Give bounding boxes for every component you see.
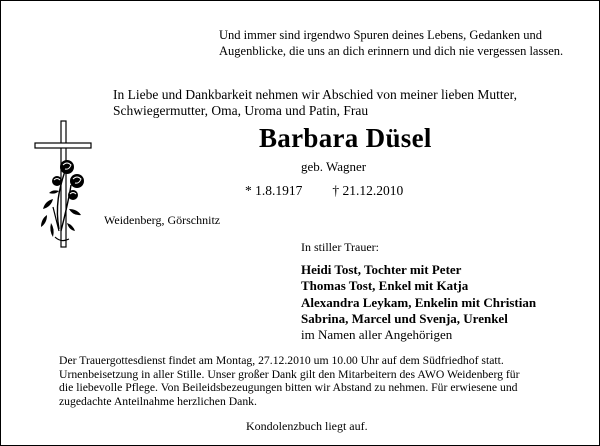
notice-line: Urnenbeisetzung in aller Stille. Unser großer Dank gilt den Mitarbeitern des AWO Weidenberg für — [59, 367, 520, 381]
notice-line: Der Trauergottesdienst findet am Montag, 27.12.2010 um 10.00 Uhr auf dem Südfriedhof statt. — [59, 354, 504, 367]
maiden-name: geb. Wagner — [301, 159, 367, 174]
mourner-entry: Thomas Tost, Enkel mit Katja — [301, 278, 469, 294]
notice-line: die liebevolle Pflege. Von Beileidsbezeugungen bitten wir Abstand zu nehmen. Für erwiesene und — [59, 381, 518, 395]
relatives-line: im Namen aller Angehörigen — [301, 327, 453, 343]
deceased-name: Barbara Düsel — [259, 123, 432, 153]
mourner-entry: Heidi Tost, Tochter mit Peter — [301, 262, 462, 277]
birth-date: * 1.8.1917 — [245, 183, 303, 198]
mourners-list — [301, 262, 536, 343]
residence-place: Weidenberg, Görschnitz — [104, 213, 221, 227]
poem-line: Und immer sind irgendwo Spuren deines Lebens, Gedanken und — [219, 28, 542, 42]
intro-line: In Liebe und Dankbarkeit nehmen wir Abschied von meiner lieben Mutter, — [113, 87, 517, 102]
mourner-entry: Sabrina, Marcel und Svenja, Urenkel — [301, 310, 508, 326]
intro-text — [113, 87, 583, 119]
mourner-entry: Alexandra Leykam, Enkelin mit Christian — [301, 294, 537, 310]
funeral-notice — [59, 354, 589, 408]
poem-line: Augenblicke, die uns an dich erinnern und dich nie vergessen lassen. — [219, 44, 564, 58]
condolence-book-note: Kondolenzbuch liegt auf. — [246, 419, 368, 433]
cross-with-roses-icon — [29, 119, 97, 251]
intro-line: Schwiegermutter, Oma, Uroma und Patin, Frau — [113, 103, 369, 118]
mourning-label: In stiller Trauer: — [301, 240, 379, 254]
life-dates — [245, 184, 403, 198]
death-date: † 21.12.2010 — [332, 183, 404, 198]
notice-line: zugedachte Anteilnahme herzlichen Dank. — [59, 394, 257, 408]
poem-text — [219, 27, 579, 59]
